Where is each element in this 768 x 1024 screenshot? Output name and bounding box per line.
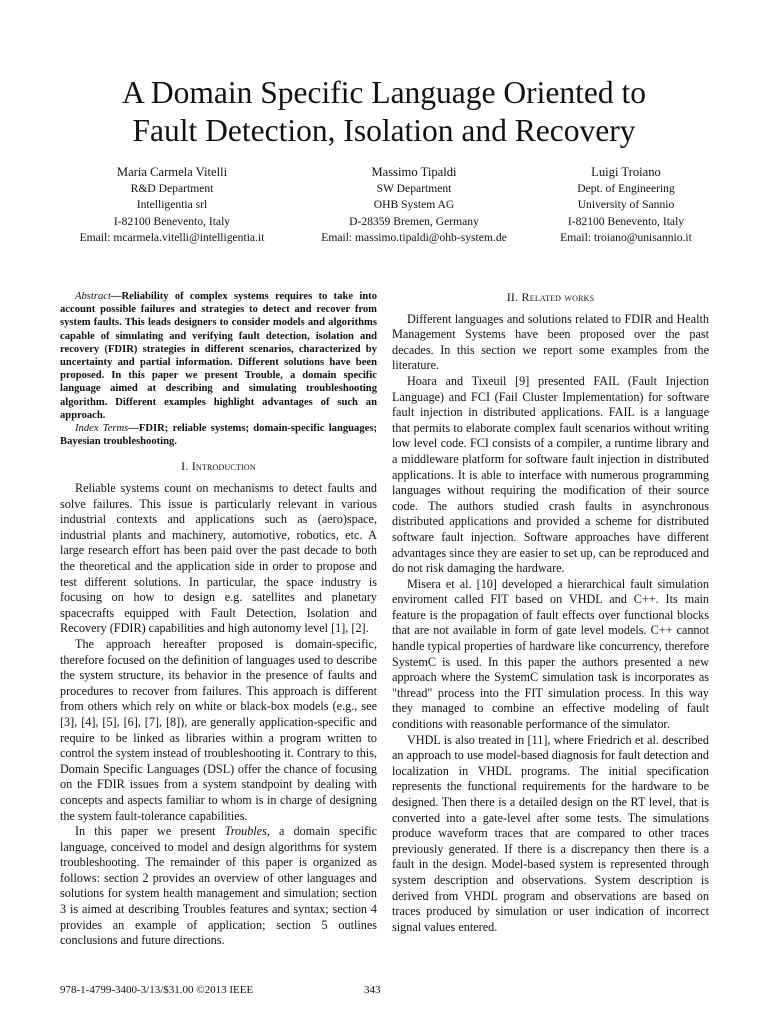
author-email: Email: mcarmela.vitelli@intelligentia.it: [79, 230, 265, 244]
author-email: Email: massimo.tipaldi@ohb-system.de: [321, 230, 507, 244]
author-block-1: [52, 164, 292, 246]
page-number: 343: [364, 984, 381, 996]
author-block-2: [298, 164, 530, 246]
section-heading-introduction: I. Introduction: [181, 459, 256, 474]
author-organization: OHB System AG: [373, 198, 455, 212]
abstract: [60, 290, 377, 422]
related-paragraph-4: VHDL is also treated in [11], where Friedrich et al. described an approach to use model-based diagnosis for fault detection and localization in VHDL programs. The initial specification represents the functional requirements for the hardware to be designed. Then there is a detailed design on the RT level, that is converted into a gate-level after some tests. The simulations produce waveform traces that are compared to other traces previously generated. If there is a discrepancy then there is a fault in the design. Model-based system is represented through system description and observations. System description is derived from VHDL program and observations are based on traces produced by simulation or user indication of incorrect signal values entered.: [392, 732, 709, 934]
related-paragraph-3: Misera et al. [10] developed a hierarchical fault simulation enviroment called FIT based on VHDL and C++. Its main feature is the propagation of fault effects over functional blocks that are not available in form of gate level models. C++ cannot handle typical properties of hardware like concurrency, therefore SystemC is used. In this paper the authors presented a new approach where the SystemC simulation task is incorporates as "thread" process into the FIT simulation process. In this way they managed to combine an effective modeling of fault conditions with reasonable performance of the simulator.: [392, 576, 709, 732]
author-email: Email: troiano@unisannio.it: [560, 230, 692, 244]
intro-paragraph-3-start: In this paper we present: [75, 824, 225, 839]
author-department: Dept. of Engineering: [577, 182, 675, 196]
author-department: R&D Department: [130, 182, 214, 196]
section-heading-related-works: II. Related works: [506, 290, 595, 304]
author-organization: University of Sannio: [577, 198, 675, 212]
title-line-2: Fault Detection, Isolation and Recovery: [132, 113, 636, 148]
related-paragraph-2: Hoara and Tixeuil [9] presented FAIL (Fault Injection Language) and FCI (Fail Cluster Implementation) for software fault injection in distributed applications. FAIL is a language that permits to elaborate complex fault scenarios without writing low level code. FCI consists of a compiler, a runtime library and a middleware platform for software fault injection in distributed applications. It is able to interface with numerous programming languages without requiring the modification of their source code. The authors studied crash faults in asynchronous distributed applications and provided a scheme for distributed software fault injection. Software approaches have different advantages since they are easier to set up, can be reproduced and do not risk damaging the hardware.: [392, 373, 709, 576]
index-terms: [60, 422, 377, 448]
author-organization: Intelligentia srl: [136, 198, 208, 212]
author-address: D-28359 Bremen, Germany: [349, 214, 479, 228]
left-column: [60, 290, 377, 949]
index-terms-label: Index Terms: [75, 423, 129, 435]
copyright-footer: 978-1-4799-3400-3/13/$31.00 ©2013 IEEE: [60, 984, 254, 996]
intro-paragraph-3: [60, 824, 377, 949]
abstract-label: Abstract: [75, 291, 111, 302]
right-column: [392, 290, 709, 935]
author-name: Maria Carmela Vitelli: [116, 165, 228, 179]
index-terms-text: —FDIR; reliable systems; domain-specific languages; Bayesian troubleshooting.: [60, 423, 377, 448]
author-block-3: [526, 164, 726, 246]
intro-paragraph-3-end: , a domain specific language, conceived to model and design algorithms for system troubleshooting. The remainder of this paper is organized as follows: section 2 provides an overview of other languages and solutions for system health management and simulation; section 3 is aimed at describing Troubles features and syntax; section 4 provides an example of application; section 5 outlines conclusions and future directions.: [60, 824, 377, 948]
author-address: I-82100 Benevento, Italy: [113, 214, 231, 228]
troubles-emphasis: Troubles: [224, 824, 267, 839]
author-department: SW Department: [376, 182, 452, 196]
intro-paragraph-2: The approach hereafter proposed is domain-specific, therefore focused on the definition of languages used to describe the system structure, its behavior in the presence of faults and procedures to recover from failures. This approach is different from others which rely on white or black-box models (e.g., see [3], [4], [5], [6], [7], [8]), are generally application-specific and require to be linked as libraries within a program written to control the system instead of troubleshooting it. Contrary to this, Domain Specific Languages (DSL) offer the chance of focusing on the FDIR issues from a system standpoint by dealing with concepts and aspects familiar to whom is in charge of designing the system fault-tolerance capabilities.: [60, 636, 377, 823]
author-address: I-82100 Benevento, Italy: [567, 214, 685, 228]
paper-title: [40, 74, 728, 150]
abstract-text: —Reliability of complex systems requires to take into account possible failures and strategies to detect and recover from system faults. This leads designers to consider models and algorithms capable of simulating and verifying fault detection, isolation and recovery (FDIR) strategies in different scenarios, characterized by uncertainty and partial information. Different solutions have been proposed. In this paper we present Trouble, a domain specific language aimed at describing and simulating troubleshooting algorithm. Different examples highlight advantages of such an approach.: [60, 291, 377, 421]
title-line-1: A Domain Specific Language Oriented to: [122, 75, 646, 110]
author-name: Massimo Tipaldi: [371, 165, 457, 179]
intro-paragraph-1: Reliable systems count on mechanisms to detect faults and solve failures. This issue is particularly relevant in various industrial contexts and applications such as (aero)space, industrial plants and machinery, automotive, robotics, etc. A large research effort has been paid over the past decade to both the theoretical and the application side in order to propose and test different solutions. In particular, the space industry is focusing on how to design e.g. satellites and planetary spacecrafts equipped with Fault Detection, Isolation and Recovery (FDIR) capabilities and high autonomy level [1], [2].: [60, 481, 377, 636]
related-paragraph-1: Different languages and solutions related to FDIR and Health Management Systems have been proposed over the past decades. In this section we report some examples from the literature.: [392, 311, 709, 373]
author-name: Luigi Troiano: [591, 165, 661, 179]
